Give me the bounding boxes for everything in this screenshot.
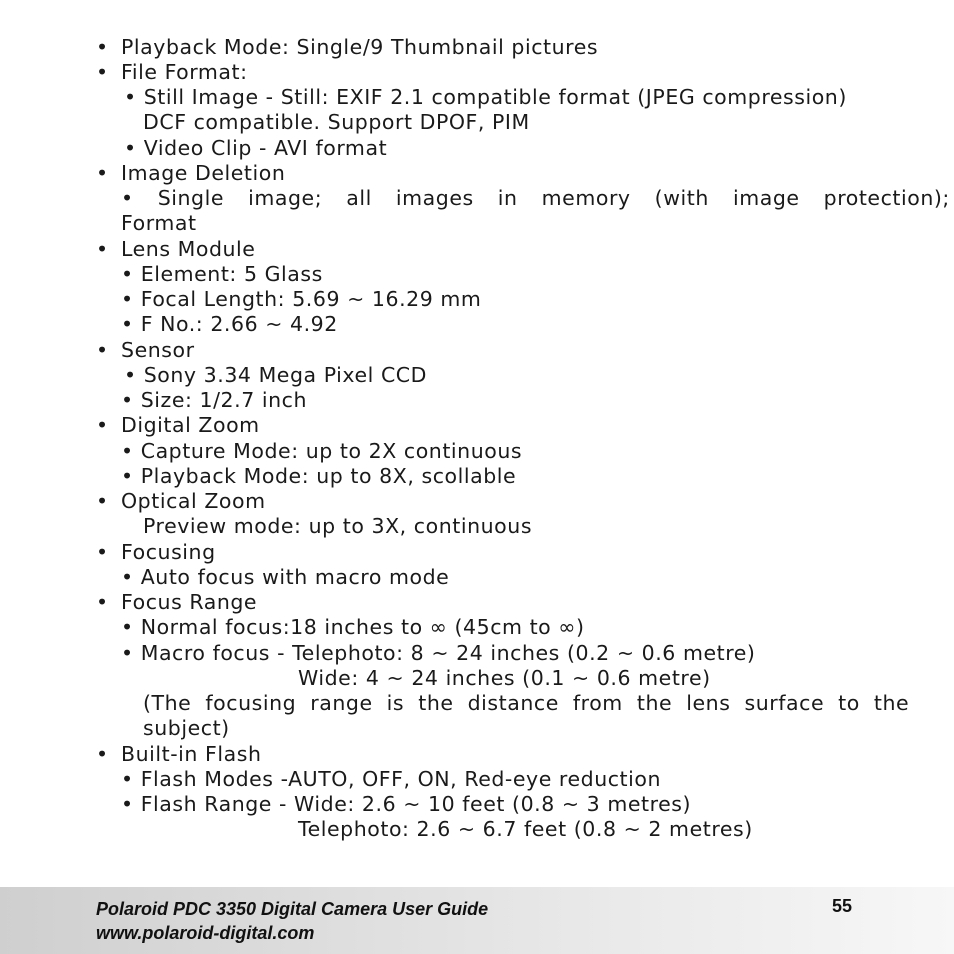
bullet-icon: • bbox=[96, 338, 109, 362]
spec-digital-zoom: Digital Zoom bbox=[121, 413, 260, 437]
spec-flash-range-wide: • Flash Range - Wide: 2.6 ~ 10 feet (0.8 ~ 3 metres) bbox=[121, 792, 692, 816]
spec-still-image-cont: DCF compatible. Support DPOF, PIM bbox=[143, 110, 530, 134]
bullet-icon: • bbox=[96, 60, 109, 84]
spec-oz-preview: Preview mode: up to 3X, continuous bbox=[143, 514, 533, 538]
spec-fr-note-cont: subject) bbox=[143, 716, 230, 740]
spec-deletion-format: Format bbox=[121, 211, 197, 235]
bullet-icon: • bbox=[96, 237, 109, 261]
bullet-icon: • bbox=[96, 35, 109, 59]
spec-flash: Built-in Flash bbox=[121, 742, 262, 766]
spec-dz-capture: • Capture Mode: up to 2X continuous bbox=[121, 439, 523, 463]
spec-f-number: • F No.: 2.66 ~ 4.92 bbox=[121, 312, 338, 336]
bullet-icon: • bbox=[96, 590, 109, 614]
spec-lens-element: • Element: 5 Glass bbox=[121, 262, 323, 286]
bullet-icon: • bbox=[96, 413, 109, 437]
spec-focal-length: • Focal Length: 5.69 ~ 16.29 mm bbox=[121, 287, 482, 311]
spec-flash-range-tele: Telephoto: 2.6 ~ 6.7 feet (0.8 ~ 2 metres) bbox=[298, 817, 753, 841]
spec-fr-note: (The focusing range is the distance from the lens surface to the bbox=[143, 691, 910, 715]
spec-fr-macro-tele: • Macro focus - Telephoto: 8 ~ 24 inches (0.2 ~ 0.6 metre) bbox=[121, 641, 756, 665]
page-footer bbox=[0, 887, 954, 954]
spec-sensor-ccd: • Sony 3.34 Mega Pixel CCD bbox=[124, 363, 428, 387]
spec-image-deletion: Image Deletion bbox=[121, 161, 286, 185]
spec-playback: Playback Mode: Single/9 Thumbnail pictures bbox=[121, 35, 599, 59]
spec-still-image: • Still Image - Still: EXIF 2.1 compatible format (JPEG compression) bbox=[124, 85, 847, 109]
spec-flash-modes: • Flash Modes -AUTO, OFF, ON, Red-eye reduction bbox=[121, 767, 662, 791]
footer-url: www.polaroid-digital.com bbox=[96, 923, 315, 943]
spec-lens-module: Lens Module bbox=[121, 237, 256, 261]
footer-guide-title: Polaroid PDC 3350 Digital Camera User Guide bbox=[96, 899, 489, 919]
spec-focus-range: Focus Range bbox=[121, 590, 258, 614]
bullet-icon: • bbox=[96, 489, 109, 513]
spec-sensor-size: • Size: 1/2.7 inch bbox=[121, 388, 308, 412]
spec-video-clip: • Video Clip - AVI format bbox=[124, 136, 388, 160]
bullet-icon: • bbox=[96, 742, 109, 766]
spec-optical-zoom: Optical Zoom bbox=[121, 489, 266, 513]
bullet-icon: • bbox=[96, 161, 109, 185]
spec-focusing-auto: • Auto focus with macro mode bbox=[121, 565, 450, 589]
spec-focusing: Focusing bbox=[121, 540, 216, 564]
spec-file-format: File Format: bbox=[121, 60, 248, 84]
bullet-icon: • bbox=[96, 540, 109, 564]
spec-deletion-detail: • Single image; all images in memory (with image protection); bbox=[121, 186, 950, 210]
spec-fr-macro-wide: Wide: 4 ~ 24 inches (0.1 ~ 0.6 metre) bbox=[298, 666, 711, 690]
spec-fr-normal: • Normal focus:18 inches to ∞ (45cm to ∞) bbox=[121, 615, 585, 639]
spec-sensor: Sensor bbox=[121, 338, 195, 362]
page-number: 55 bbox=[832, 896, 853, 916]
spec-dz-playback: • Playback Mode: up to 8X, scollable bbox=[121, 464, 517, 488]
